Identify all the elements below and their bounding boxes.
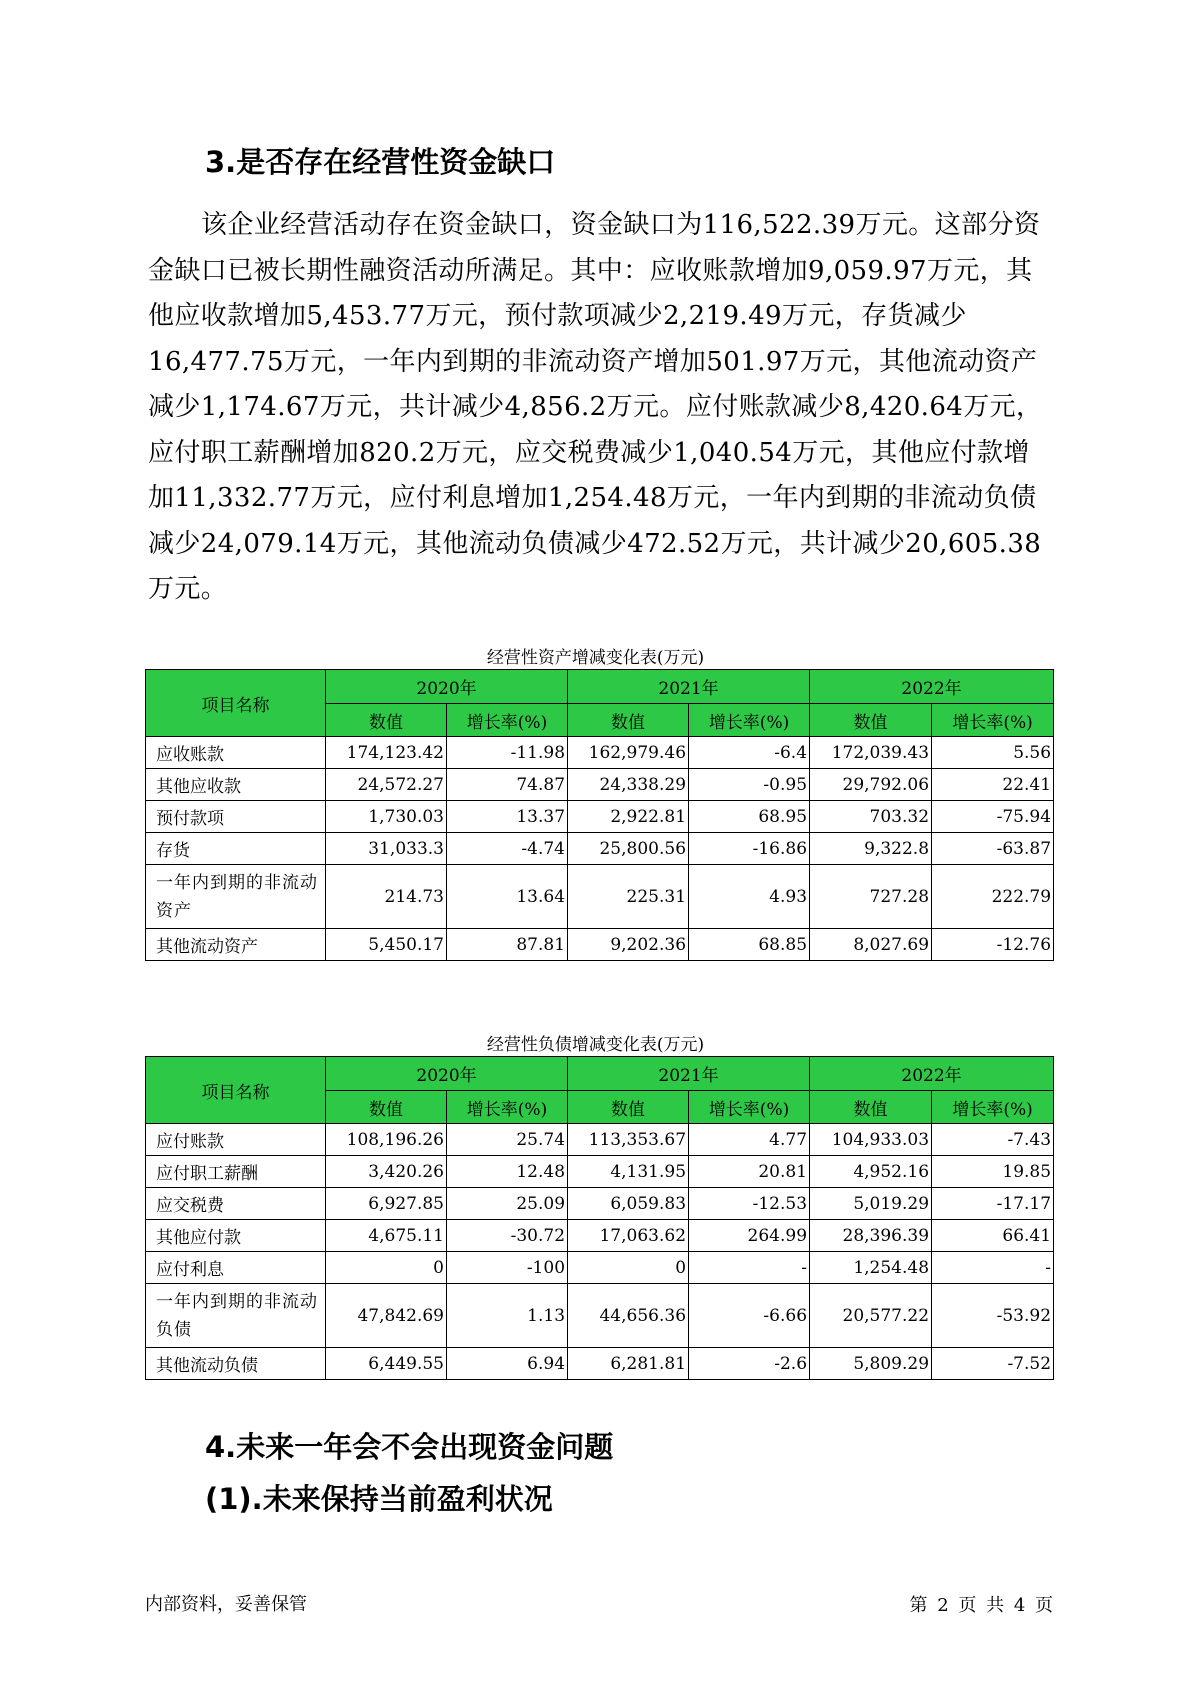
cell-growth: 25.74 xyxy=(447,1124,568,1156)
row-name: 其他应付款 xyxy=(146,1220,326,1252)
cell-growth: -11.98 xyxy=(447,737,568,769)
row-name: 预付款项 xyxy=(146,801,326,833)
cell-value: 9,322.8 xyxy=(810,833,932,865)
cell-growth: - xyxy=(689,1252,810,1284)
table-header-year: 2022年 xyxy=(810,670,1054,704)
cell-value: 5,450.17 xyxy=(326,929,447,961)
cell-value: 104,933.03 xyxy=(810,1124,932,1156)
table-row xyxy=(146,865,1054,929)
cell-growth: -6.4 xyxy=(689,737,810,769)
cell-value: 6,281.81 xyxy=(568,1348,689,1380)
cell-growth: -7.43 xyxy=(932,1124,1054,1156)
cell-value: 4,952.16 xyxy=(810,1156,932,1188)
cell-growth: 25.09 xyxy=(447,1188,568,1220)
cell-growth: -6.66 xyxy=(689,1284,810,1348)
cell-growth: 6.94 xyxy=(447,1348,568,1380)
footer-page-number: 第 2 页 共 4 页 xyxy=(909,1595,1053,1616)
table-header-value: 数值 xyxy=(568,1091,689,1124)
row-name: 存货 xyxy=(146,833,326,865)
cell-value: 108,196.26 xyxy=(326,1124,447,1156)
cell-value: 24,572.27 xyxy=(326,769,447,801)
table-header-year: 2020年 xyxy=(326,670,568,704)
cell-value: 25,800.56 xyxy=(568,833,689,865)
cell-growth: 13.64 xyxy=(447,865,568,929)
cell-growth: 87.81 xyxy=(447,929,568,961)
cell-growth: 19.85 xyxy=(932,1156,1054,1188)
table-header-value: 数值 xyxy=(568,704,689,737)
section-heading: 3.是否存在经营性资金缺口 xyxy=(205,145,556,179)
cell-growth: 68.95 xyxy=(689,801,810,833)
cell-growth: 68.85 xyxy=(689,929,810,961)
table-row xyxy=(146,1124,1054,1156)
cell-value: 2,922.81 xyxy=(568,801,689,833)
assets-table-caption: 经营性资产增减变化表(万元) xyxy=(486,648,705,668)
cell-value: 44,656.36 xyxy=(568,1284,689,1348)
cell-value: 28,396.39 xyxy=(810,1220,932,1252)
footer-confidential-note: 内部资料，妥善保管 xyxy=(145,1594,307,1615)
section-paragraph: 该企业经营活动存在资金缺口，资金缺口为116,522.39万元。这部分资金缺口已被长期性融资活动所满足。其中：应收账款增加9,059.97万元，其他应收款增加5,453.77万元，预付款项减少2,219.49万元，存货减少16,477.75万元，一年内到期的非流动资产增加501.97万元，其他流动资产减少1,174.67万元，共计减少4,856.2万元。应付账款减少8,420.64万元，应付职工薪酬增加820.2万元，应交税费减少1,040.54万元，其他应付款增加11,332.77万元，应付利息增加1,254.48万元，一年内到期的非流动负债减少24,079.14万元，其他流动负债减少472.52万元，共计减少20,605.38万元。 xyxy=(148,210,1043,604)
cell-value: 174,123.42 xyxy=(326,737,447,769)
cell-growth: -4.74 xyxy=(447,833,568,865)
row-name: 其他流动资产 xyxy=(146,929,326,961)
table-header-growth: 增长率(%) xyxy=(932,1091,1054,1124)
table-header-value: 数值 xyxy=(326,1091,447,1124)
cell-value: 4,131.95 xyxy=(568,1156,689,1188)
section-heading: 4.未来一年会不会出现资金问题 xyxy=(205,1430,614,1464)
cell-growth: -2.6 xyxy=(689,1348,810,1380)
table-header-growth: 增长率(%) xyxy=(932,704,1054,737)
table-header-value: 数值 xyxy=(810,1091,932,1124)
table-row xyxy=(146,833,1054,865)
cell-value: 31,033.3 xyxy=(326,833,447,865)
cell-value: 9,202.36 xyxy=(568,929,689,961)
cell-growth: 5.56 xyxy=(932,737,1054,769)
table-header-item: 项目名称 xyxy=(146,670,326,737)
cell-value: 17,063.62 xyxy=(568,1220,689,1252)
cell-growth: 74.87 xyxy=(447,769,568,801)
table-header-year: 2021年 xyxy=(568,1057,810,1091)
cell-value: 214.73 xyxy=(326,865,447,929)
row-name: 其他应收款 xyxy=(146,769,326,801)
cell-growth: 1.13 xyxy=(447,1284,568,1348)
cell-value: 1,730.03 xyxy=(326,801,447,833)
liabilities-table xyxy=(145,1056,1054,1380)
cell-growth: -16.86 xyxy=(689,833,810,865)
cell-value: 3,420.26 xyxy=(326,1156,447,1188)
cell-growth: -75.94 xyxy=(932,801,1054,833)
table-row xyxy=(146,737,1054,769)
cell-growth: -0.95 xyxy=(689,769,810,801)
cell-value: 24,338.29 xyxy=(568,769,689,801)
cell-value: 703.32 xyxy=(810,801,932,833)
cell-growth: 22.41 xyxy=(932,769,1054,801)
row-name: 其他流动负债 xyxy=(146,1348,326,1380)
row-name: 一年内到期的非流动资产 xyxy=(146,865,326,929)
table-header-growth: 增长率(%) xyxy=(447,704,568,737)
cell-value: 162,979.46 xyxy=(568,737,689,769)
row-name: 应收账款 xyxy=(146,737,326,769)
cell-value: 5,019.29 xyxy=(810,1188,932,1220)
table-row xyxy=(146,1284,1054,1348)
table-header-growth: 增长率(%) xyxy=(689,1091,810,1124)
cell-value: 6,927.85 xyxy=(326,1188,447,1220)
cell-value: 172,039.43 xyxy=(810,737,932,769)
table-header-growth: 增长率(%) xyxy=(447,1091,568,1124)
table-header-value: 数值 xyxy=(810,704,932,737)
cell-value: 6,449.55 xyxy=(326,1348,447,1380)
cell-growth: -7.52 xyxy=(932,1348,1054,1380)
cell-growth: -30.72 xyxy=(447,1220,568,1252)
table-header-year: 2022年 xyxy=(810,1057,1054,1091)
cell-growth: 12.48 xyxy=(447,1156,568,1188)
cell-value: 727.28 xyxy=(810,865,932,929)
cell-value: 4,675.11 xyxy=(326,1220,447,1252)
row-name: 一年内到期的非流动负债 xyxy=(146,1284,326,1348)
table-header-year: 2021年 xyxy=(568,670,810,704)
row-name: 应付利息 xyxy=(146,1252,326,1284)
row-name: 应交税费 xyxy=(146,1188,326,1220)
cell-growth: -63.87 xyxy=(932,833,1054,865)
cell-value: 8,027.69 xyxy=(810,929,932,961)
cell-growth: 264.99 xyxy=(689,1220,810,1252)
cell-value: 225.31 xyxy=(568,865,689,929)
cell-value: 20,577.22 xyxy=(810,1284,932,1348)
cell-growth: 13.37 xyxy=(447,801,568,833)
table-header-value: 数值 xyxy=(326,704,447,737)
row-name: 应付职工薪酬 xyxy=(146,1156,326,1188)
cell-growth: 4.77 xyxy=(689,1124,810,1156)
table-row xyxy=(146,1188,1054,1220)
table-header-growth: 增长率(%) xyxy=(689,704,810,737)
table-row xyxy=(146,801,1054,833)
table-header-item: 项目名称 xyxy=(146,1057,326,1124)
table-row xyxy=(146,769,1054,801)
section-subheading: (1).未来保持当前盈利状况 xyxy=(205,1482,553,1516)
cell-growth: -100 xyxy=(447,1252,568,1284)
cell-growth: -12.76 xyxy=(932,929,1054,961)
cell-growth: - xyxy=(932,1252,1054,1284)
table-row xyxy=(146,1252,1054,1284)
table-row xyxy=(146,1220,1054,1252)
cell-value: 113,353.67 xyxy=(568,1124,689,1156)
cell-growth: -53.92 xyxy=(932,1284,1054,1348)
cell-value: 6,059.83 xyxy=(568,1188,689,1220)
cell-value: 0 xyxy=(568,1252,689,1284)
table-row xyxy=(146,1156,1054,1188)
cell-growth: -17.17 xyxy=(932,1188,1054,1220)
cell-value: 29,792.06 xyxy=(810,769,932,801)
cell-value: 5,809.29 xyxy=(810,1348,932,1380)
cell-value: 0 xyxy=(326,1252,447,1284)
cell-value: 1,254.48 xyxy=(810,1252,932,1284)
table-row xyxy=(146,1348,1054,1380)
cell-growth: 222.79 xyxy=(932,865,1054,929)
cell-growth: 4.93 xyxy=(689,865,810,929)
cell-growth: 66.41 xyxy=(932,1220,1054,1252)
cell-growth: -12.53 xyxy=(689,1188,810,1220)
row-name: 应付账款 xyxy=(146,1124,326,1156)
cell-value: 47,842.69 xyxy=(326,1284,447,1348)
cell-growth: 20.81 xyxy=(689,1156,810,1188)
table-header-year: 2020年 xyxy=(326,1057,568,1091)
table-row xyxy=(146,929,1054,961)
liabilities-table-caption: 经营性负债增减变化表(万元) xyxy=(486,1035,705,1055)
assets-table xyxy=(145,669,1054,961)
